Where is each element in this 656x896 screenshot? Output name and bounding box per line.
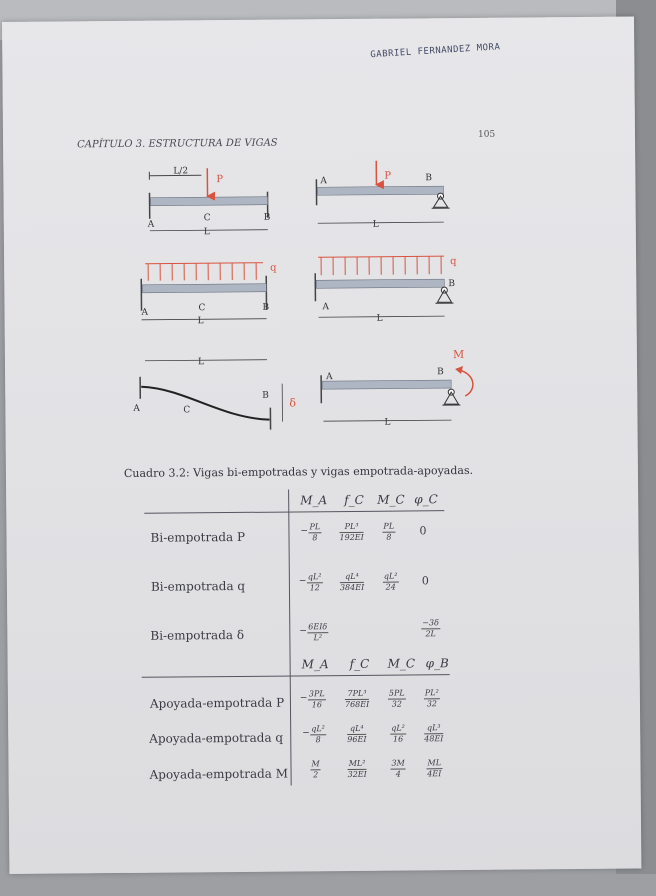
table-caption: Cuadro 3.2: Vigas bi-empotradas y vigas empotrada-apoyadas. (124, 464, 473, 480)
cell-phi: 0 (419, 524, 426, 537)
row-label: Bi-empotrada q (151, 579, 245, 594)
chapter-heading: CAPÍTULO 3. ESTRUCTURA DE VIGAS (77, 138, 278, 151)
handwritten-name: GABRIEL FERNANDEZ MORA (370, 42, 501, 60)
label-b: B (448, 279, 455, 289)
label-b: B (262, 391, 269, 401)
diagram-fixed-pinned-moment (321, 348, 473, 428)
diagram-fixed-pinned-distributed-load (315, 256, 458, 324)
diagram-fixed-fixed-distributed-load (140, 263, 278, 327)
label-q: q (450, 256, 457, 267)
cell-mc: $\frac{5PL}{32}$ (388, 689, 406, 710)
label-delta: δ (289, 396, 296, 409)
cell-fc: $\frac{\text{7PL³}}{768EI}$ (345, 689, 369, 710)
label-b: B (425, 173, 432, 183)
cell-phi: $\frac{-3\delta}{2L}$ (421, 618, 440, 639)
diagram-fixed-fixed-settlement (132, 356, 297, 430)
label-a: A (147, 220, 155, 230)
cell-fc: $\frac{\text{ML²}}{32EI}$ (347, 759, 366, 780)
diagram-fixed-fixed-point-load (146, 166, 271, 238)
cell-ma: − 6EIδ L² (307, 622, 328, 643)
label-l-half: L/2 (173, 166, 188, 176)
cell-ma: − qL² 8 (310, 724, 326, 745)
label-a: A (319, 176, 327, 186)
cell-ma: − PL 8 (308, 522, 321, 543)
paper-sheet (2, 16, 641, 873)
col-header-ma: M_A (302, 657, 329, 671)
cell-phi: $\frac{ML}{4EI}$ (426, 758, 442, 779)
row-label: Apoyada-empotrada q (149, 731, 283, 746)
label-c: C (183, 405, 190, 415)
label-l: L (198, 316, 204, 326)
col-header-ma: M_A (300, 493, 327, 507)
cell-ma: − qL² 12 (307, 572, 323, 593)
cell-mc: $\frac{\text{qL²}}{24}$ (383, 572, 399, 593)
label-a: A (132, 404, 140, 414)
label-l: L (373, 220, 379, 230)
cell-fc: $\frac{\text{PL³}}{192EI}$ (339, 522, 363, 543)
label-l: L (377, 314, 383, 324)
label-c: C (204, 213, 211, 223)
label-l: L (204, 227, 210, 237)
col-header-phib: φ_B (426, 656, 449, 670)
label-m: M (453, 348, 464, 361)
col-header-phic: φ_C (414, 492, 438, 506)
label-q: q (270, 263, 277, 274)
row-label: Apoyada-empotrada M (150, 767, 289, 782)
cell-fc: $\frac{\text{qL⁴}}{96EI}$ (347, 724, 366, 745)
cell-phi: $\frac{\text{qL³}}{48EI}$ (424, 723, 443, 744)
col-header-mc: M_C (388, 656, 416, 670)
label-b: B (264, 213, 271, 223)
col-header-mc: M_C (377, 493, 405, 507)
diagram-fixed-pinned-point-load (316, 160, 450, 230)
row-label: Bi-empotrada P (150, 530, 245, 545)
label-l: L (384, 418, 390, 428)
label-l: L (198, 357, 204, 367)
label-p: P (216, 174, 223, 185)
col-header-fc: f_C (350, 657, 370, 671)
label-c: C (198, 303, 205, 313)
label-b: B (437, 367, 444, 377)
cell-phi: $\frac{\text{PL²}}{32}$ (424, 688, 440, 709)
cell-mc: $\frac{\text{qL²}}{16}$ (390, 724, 406, 745)
beam-diagrams (2, 16, 656, 896)
label-b: B (262, 303, 269, 313)
cell-ma: − 3PL 16 (308, 689, 326, 710)
row-label: Bi-empotrada δ (150, 628, 244, 643)
cell-fc: $\frac{\text{qL⁴}}{384EI}$ (340, 572, 364, 593)
page-number: 105 (478, 130, 495, 140)
col-header-fc: f_C (344, 493, 364, 507)
cell-mc: $\frac{3M}{4}$ (390, 759, 405, 780)
cell-ma: $\frac{M}{2}$ (310, 759, 320, 780)
label-a: A (321, 302, 329, 312)
row-label: Apoyada-empotrada P (150, 696, 284, 711)
cell-phi: 0 (422, 574, 429, 587)
label-a: A (325, 372, 333, 382)
label-p: P (384, 171, 391, 182)
cell-mc: $\frac{PL}{8}$ (382, 522, 395, 543)
label-a: A (140, 308, 148, 318)
